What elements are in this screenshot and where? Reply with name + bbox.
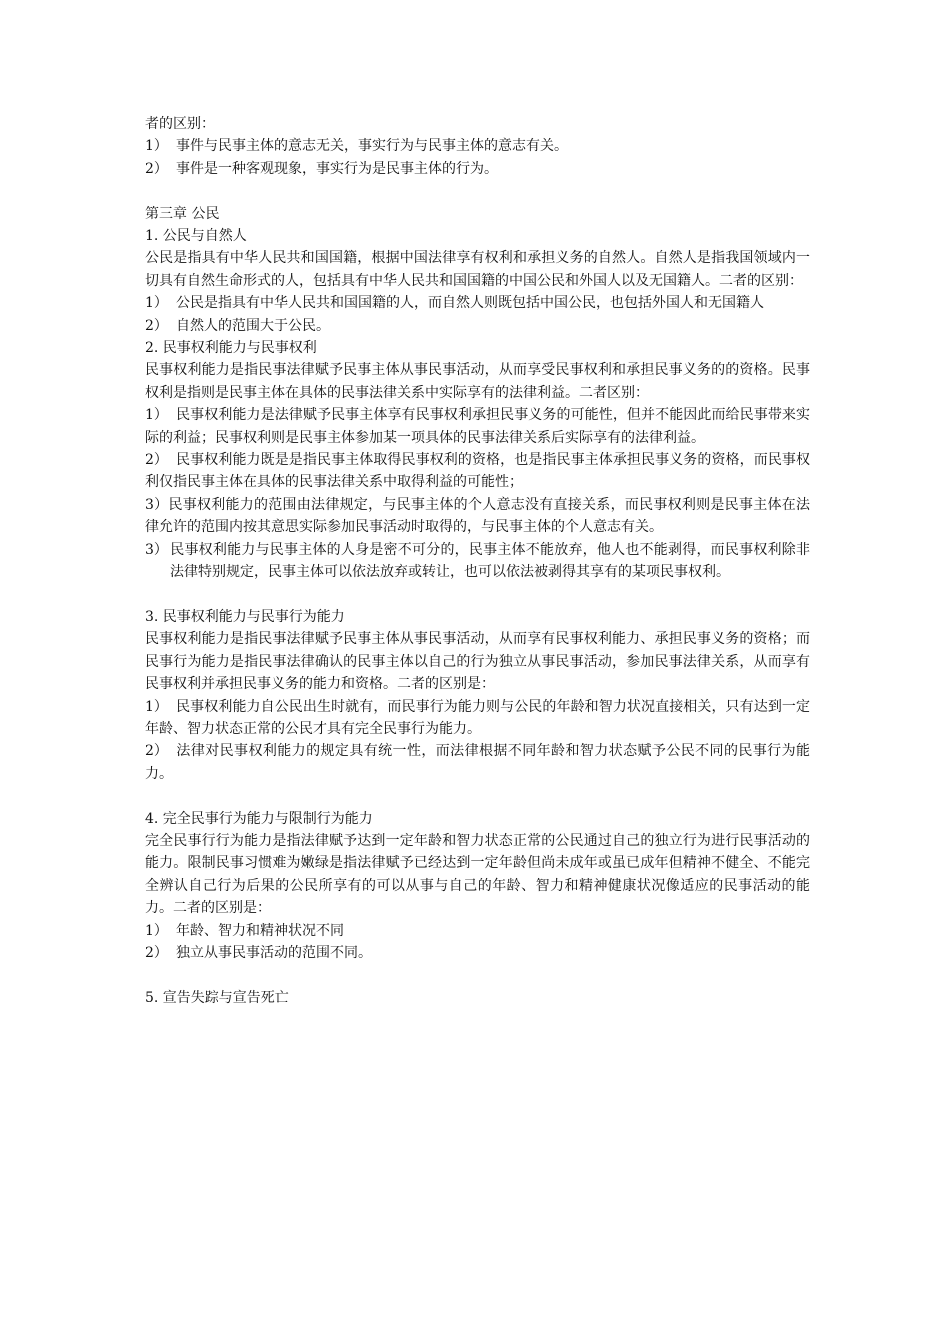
list-item <box>145 494 810 539</box>
list-item <box>145 920 810 942</box>
item-number: 1） <box>145 138 168 155</box>
item-number: 2） <box>145 944 168 961</box>
item-number: 3） <box>145 541 168 558</box>
item-text: 民事权利能力自公民出生时就有，而民事行为能力则与公民的年龄和智力状况直接相关，只有达到一定年龄、智力状态正常的公民才具有完全民事行为能力。 <box>145 698 810 737</box>
item-text: 民事权利能力与民事主体的人身是密不可分的，民事主体不能放弃，他人也不能剥得，而民事权利除非法律特别规定，民事主体可以依法放弃或转让，也可以依法被剥得其享有的某项民事权利。 <box>170 541 810 581</box>
section-heading: 1. 公民与自然人 <box>145 228 247 245</box>
item-text: 事件是一种客观现象，事实行为是民事主体的行为。 <box>176 160 498 177</box>
section-paragraph: 公民是指具有中华人民共和国国籍，根据中国法律享有权利和承担义务的自然人。自然人是指我国领域内一切具有自然生命形式的人，包括具有中华人民共和国国籍的中国公民和外国人以及无国籍人。二者的区别： <box>145 250 810 289</box>
item-number: 2） <box>145 452 168 469</box>
section-heading: 4. 完全民事行为能力与限制行为能力 <box>145 810 373 827</box>
item-number: 1） <box>145 295 168 312</box>
intro-text: 者的区别： <box>145 116 215 132</box>
list-item <box>145 292 810 314</box>
section-heading: 2. 民事权利能力与民事权利 <box>145 340 317 357</box>
section-heading: 5. 宣告失踪与宣告死亡 <box>145 989 289 1006</box>
section-paragraph: 民事权利能力是指民事法律赋予民事主体从事民事活动，从而享受民事权利和承担民事义务的的资格。民事权利是指则是民事主体在具体的民事法律关系中实际享有的法律利益。二者区别： <box>145 362 810 401</box>
item-number: 3） <box>145 496 169 513</box>
list-item <box>145 404 810 449</box>
list-item <box>145 740 810 785</box>
item-text: 民事权利能力既是是指民事主体取得民事权利的资格，也是指民事主体承担民事义务的资格，而民事权利仅指民事主体在具体的民事法律关系中取得利益的可能性； <box>145 452 810 491</box>
list-item <box>145 942 810 964</box>
item-number: 2） <box>145 743 168 760</box>
item-number: 1） <box>145 698 168 715</box>
item-number: 2） <box>145 317 168 334</box>
item-text: 自然人的范围大于公民。 <box>176 317 330 334</box>
item-text: 民事权利能力的范围由法律规定，与民事主体的个人意志没有直接关系，而民事权利则是民事主体在法律允许的范围内按其意思实际参加民事活动时取得的，与民事主体的个人意志有关。 <box>145 496 810 536</box>
section-heading: 3. 民事权利能力与民事行为能力 <box>145 608 345 625</box>
list-item <box>145 696 810 741</box>
spacer <box>145 785 810 807</box>
item-text: 事件与民事主体的意志无关，事实行为与民事主体的意志有关。 <box>176 138 568 155</box>
spacer <box>145 180 810 202</box>
item-text: 公民是指具有中华人民共和国国籍的人，而自然人则既包括中国公民，也包括外国人和无国籍人 <box>176 295 764 312</box>
document-page <box>145 113 810 1009</box>
item-number: 2） <box>145 160 168 177</box>
item-number: 1） <box>145 407 168 424</box>
list-item <box>145 158 810 180</box>
item-number: 1） <box>145 922 168 939</box>
item-text: 民事权利能力是法律赋予民事主体享有民事权利承担民事义务的可能性，但并不能因此而给民事带来实际的利益；民事权利则是民事主体参加某一项具体的民事法律关系后实际享有的法律利益。 <box>145 407 810 446</box>
list-item <box>145 315 810 337</box>
item-text: 独立从事民事活动的范围不同。 <box>176 944 372 961</box>
chapter-title: 第三章 公民 <box>145 205 220 222</box>
list-item <box>145 539 810 584</box>
list-item <box>145 135 810 157</box>
section-paragraph: 完全民事行行为能力是指法律赋予达到一定年龄和智力状态正常的公民通过自己的独立行为进行民事活动的能力。限制民事习惯难为嫩绿是指法律赋予已经达到一定年龄但尚未成年或虽已成年但精神不健全、不能完全辨认自己行为后果的公民所享有的可以从事与自己的年龄、智力和精神健康状况像适应的民事活动的能力。二者的区别是： <box>145 832 810 917</box>
item-text: 年龄、智力和精神状况不同 <box>176 922 344 939</box>
item-text: 法律对民事权利能力的规定具有统一性，而法律根据不同年龄和智力状态赋予公民不同的民事行为能力。 <box>145 743 810 782</box>
spacer <box>145 584 810 606</box>
list-item <box>145 449 810 494</box>
spacer <box>145 964 810 986</box>
section-paragraph: 民事权利能力是指民事法律赋予民事主体从事民事活动，从而享有民事权利能力、承担民事义务的资格；而民事行为能力是指民事法律确认的民事主体以自己的行为独立从事民事活动，参加民事法律关系，从而享有民事权利并承担民事义务的能力和资格。二者的区别是： <box>145 631 810 693</box>
